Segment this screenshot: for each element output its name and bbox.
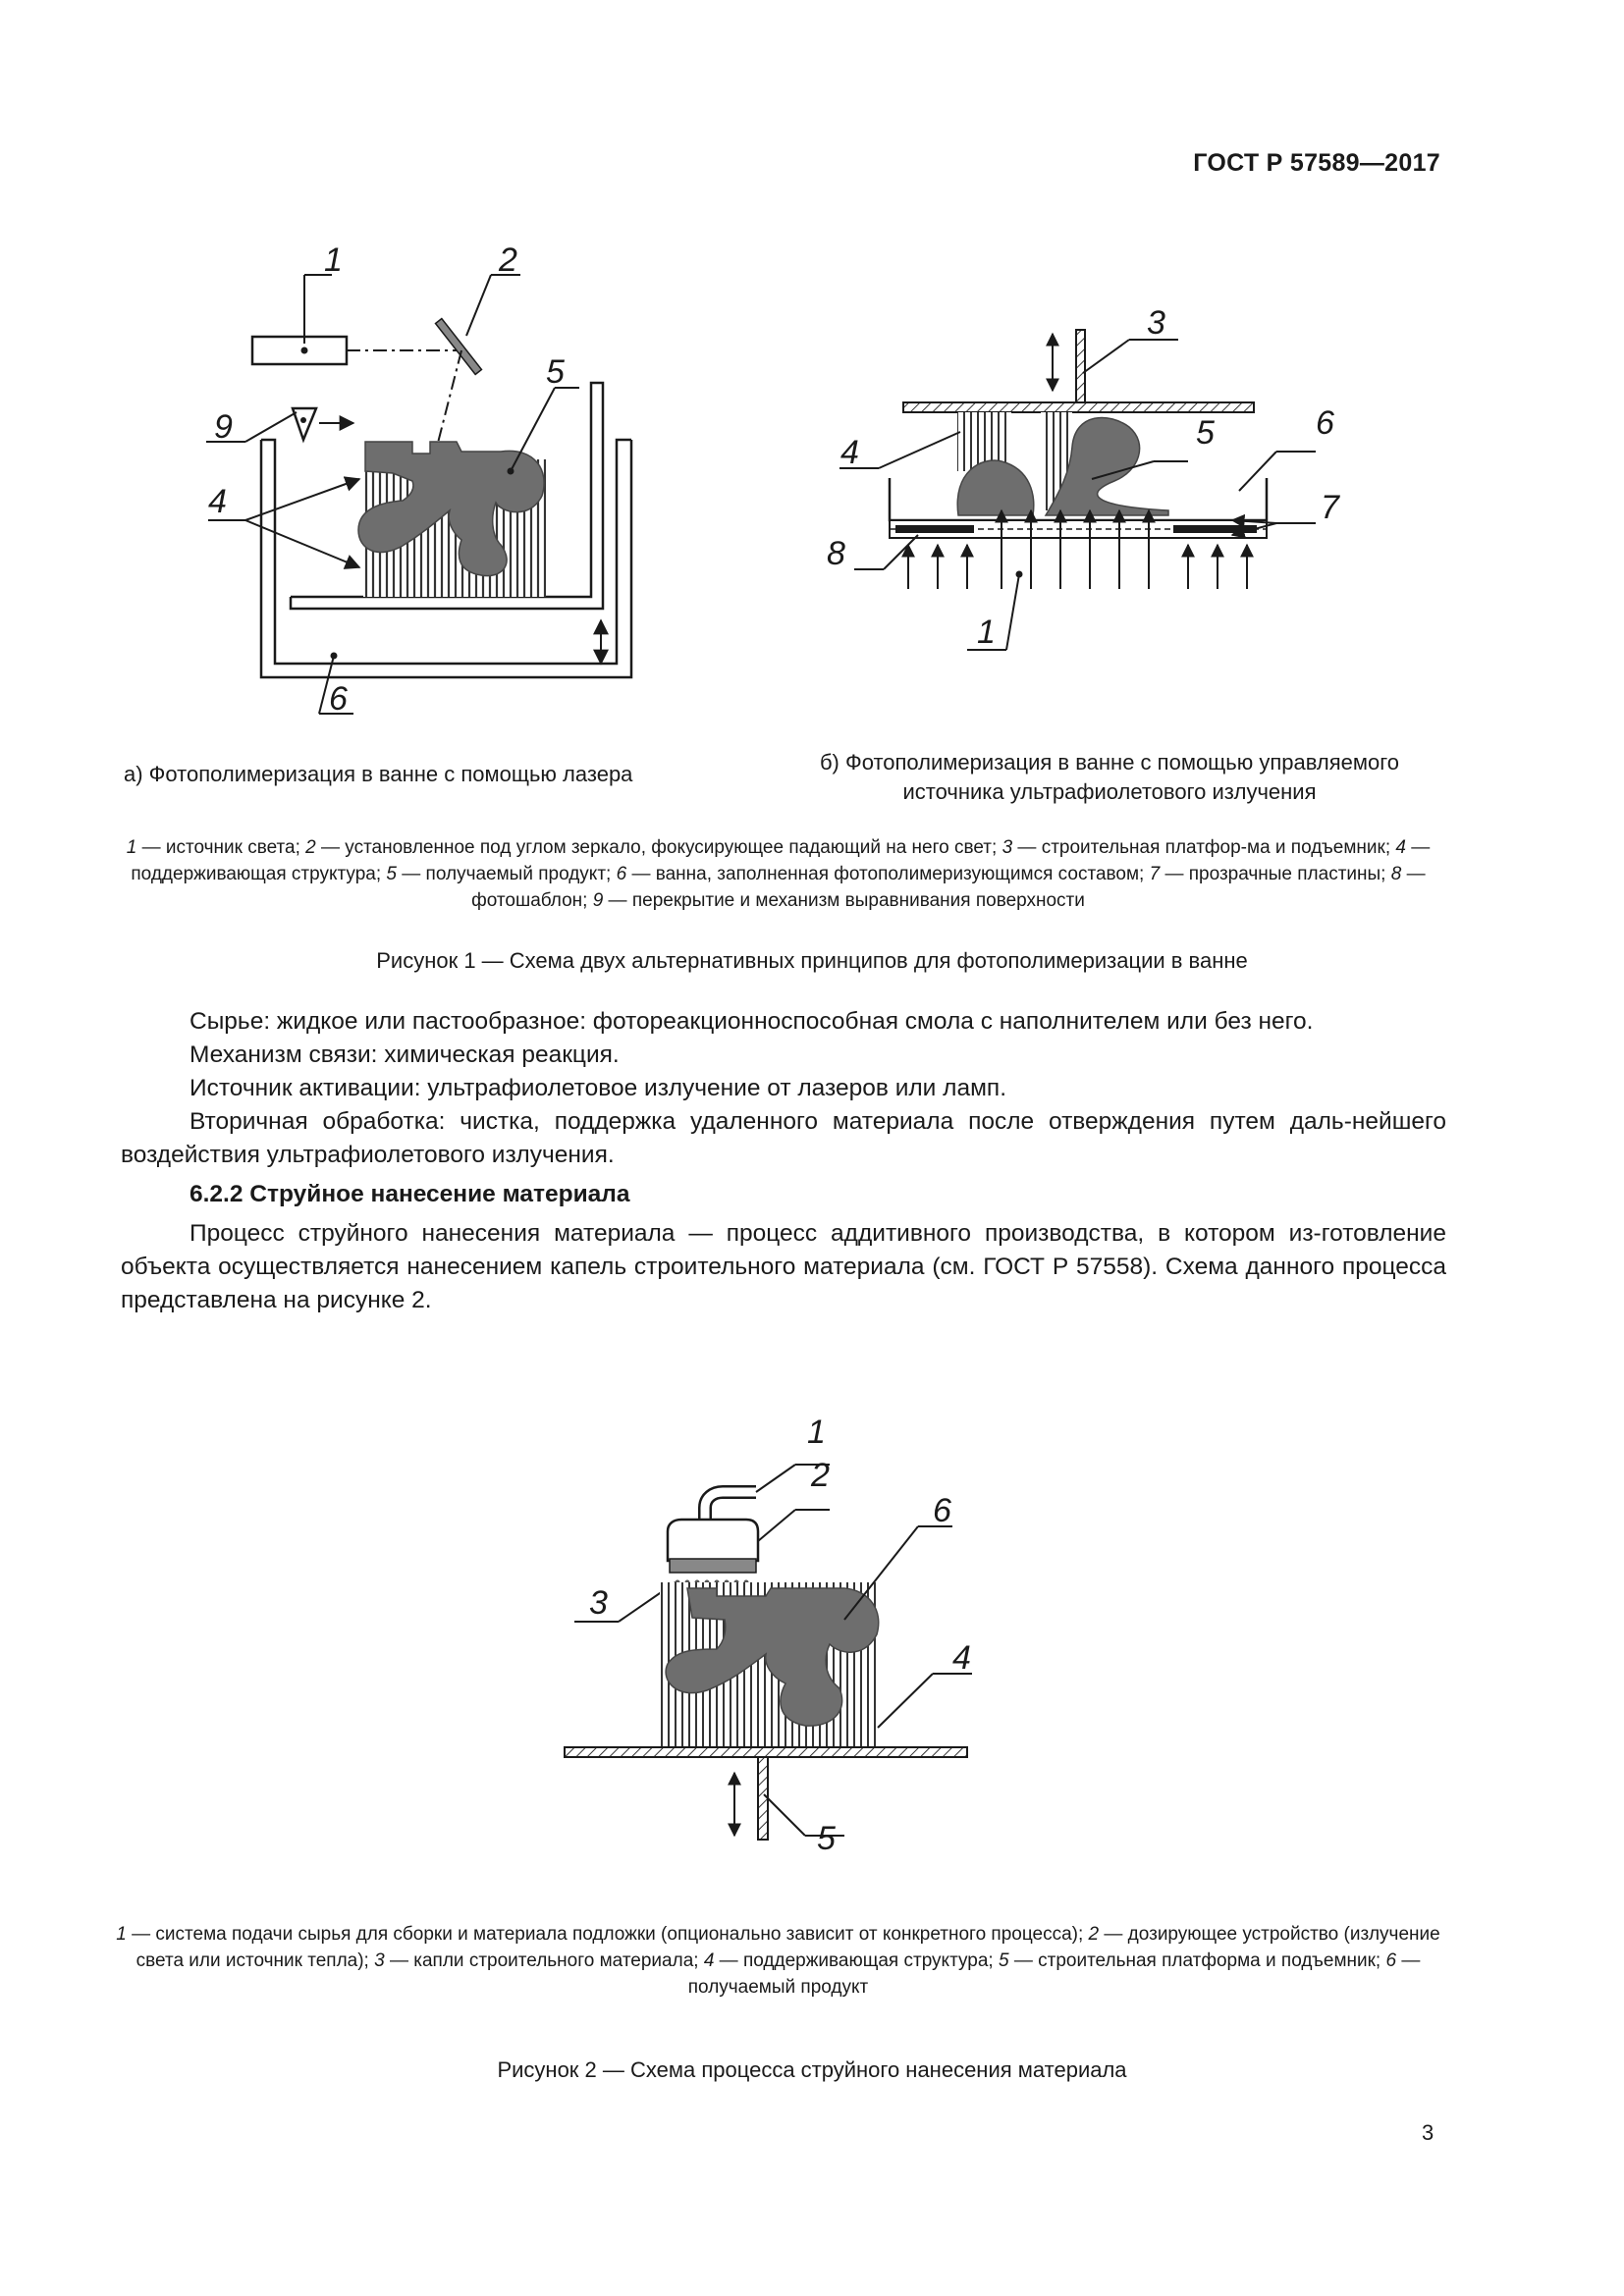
section-heading: 6.2.2 Струйное нанесение материала (189, 1181, 630, 1207)
fig1a-caption: а) Фотополимеризация в ванне с помощью лазера (124, 762, 633, 786)
fig1a-label-9: 9 (214, 408, 233, 446)
fig1b-label-1: 1 (977, 614, 996, 651)
paragraph-raw-material: Сырье: жидкое или пастообразное: фотореакционноспособная смола с наполнителем или без него. (189, 1008, 1314, 1035)
paragraph-post-processing: Вторичная обработка: чистка, поддержка удаленного материала после отверждения путем даль-нейшего воздействия ультрафиолетового излучения. (121, 1108, 1446, 1168)
standard-header: ГОСТ Р 57589—2017 (1193, 149, 1440, 177)
fig1b-label-4: 4 (840, 434, 859, 471)
fig2-label-1: 1 (807, 1414, 826, 1451)
fig1a-label-6: 6 (329, 680, 348, 718)
fig1a-label-5: 5 (546, 353, 565, 391)
fig1a-label-2: 2 (499, 241, 517, 279)
figure1b-diagram (815, 294, 1365, 707)
page-number: 3 (1422, 2120, 1435, 2145)
fig1b-label-7: 7 (1321, 489, 1339, 526)
fig1a-label-1: 1 (324, 241, 343, 279)
fig2-label-2: 2 (811, 1457, 830, 1494)
build-platform-b (903, 402, 1254, 412)
print-head (668, 1520, 758, 1561)
body-section (121, 1005, 1446, 1317)
fig2-label-6: 6 (933, 1492, 951, 1529)
fig1b-label-6: 6 (1316, 404, 1334, 442)
fig1b-label-5: 5 (1196, 414, 1215, 452)
paragraph-material-jetting: Процесс струйного нанесения материала — процесс аддитивного производства, в котором из-готовление объекта осуществляется нанесением капель строительного материала (см. ГОСТ Р 57558). Схема данного процесса представлена на рисунке 2. (121, 1220, 1446, 1313)
laser-source (252, 337, 347, 364)
figure1-caption: Рисунок 1 — Схема двух альтернативных принципов для фотополимеризации в ванне (376, 948, 1248, 973)
fig1b-label-3: 3 (1147, 304, 1165, 342)
paragraph-activation-source: Источник активации: ультрафиолетовое излучение от лазеров или ламп. (189, 1075, 1007, 1101)
fig2-label-4: 4 (952, 1639, 971, 1677)
paragraph-bond-mechanism: Механизм связи: химическая реакция. (189, 1041, 620, 1068)
fig2-label-3: 3 (589, 1584, 608, 1622)
fig1-legend: 1 — источник света; 2 — установленное под углом зеркало, фокусирующее падающий на него свет; 3 — строительная платфор-ма и подъемник; 4 — поддерживающая структура; 5 — получаемый продукт; 6 — ванна, заполненная фотополимеризующимся составом; 7 — прозрачные пластины; 8 — фотошаблон; 9 — перекрытие и механизм выравнивания поверхности (126, 837, 1431, 911)
fig1b-label-8: 8 (827, 535, 845, 572)
fig2-label-5: 5 (817, 1820, 836, 1857)
photomask (895, 525, 974, 533)
fig1b-caption-line1: б) Фотополимеризация в ванне с помощью управляемого (819, 750, 1400, 774)
figure2-caption: Рисунок 2 — Схема процесса струйного нанесения материала (497, 2057, 1127, 2082)
fig2-legend: 1 — система подачи сырья для сборки и материала подложки (опционально зависит от конкретного процесса); 2 — дозирующее устройство (излучение света или источник тепла); 3 — капли строительного материала; 4 — поддерживающая структура; 5 — строительная платформа и подъемник; 6 — получаемый продукт (116, 1924, 1440, 1998)
fig1b-caption (736, 748, 1483, 807)
figure2-diagram (560, 1404, 992, 1865)
figure1a-diagram (157, 236, 844, 746)
fig1a-label-4: 4 (208, 483, 227, 520)
mirror (436, 319, 482, 375)
build-platform-fig2 (565, 1747, 967, 1757)
fig1b-caption-line2: источника ультрафиолетового излучения (902, 779, 1317, 804)
